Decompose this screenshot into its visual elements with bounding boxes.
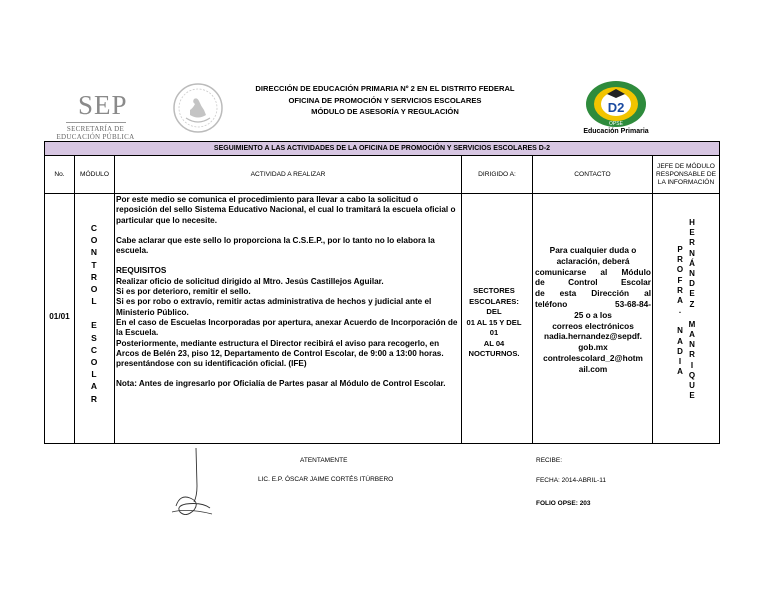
recibe-label: RECIBE: (536, 457, 563, 464)
activity-paragraph-1: Por este medio se comunica el procedimiento para llevar a cabo la solicitud o reposición del sello Sistema Educativo Nacional, el cual lo tramitará la escuela oficial o particular que lo necesite. (116, 195, 456, 225)
fecha-label: FECHA: 2014-ABRIL-11 (536, 477, 606, 484)
activity-note: Nota: Antes de ingresarlo por Oficialía de Partes pasar al Módulo de Control Escolar. (116, 379, 446, 389)
header-contacto: CONTACTO (574, 170, 611, 178)
d2-mark-text: D2 (607, 100, 625, 115)
module-letter: O (90, 357, 98, 368)
col-divider (652, 156, 653, 444)
atentamente-label: ATENTAMENTE (300, 457, 348, 464)
module-letter: S (91, 332, 97, 343)
module-name-vertical (86, 222, 102, 405)
requisito-item: Posteriormente, mediante estructura el Director recibirá el aviso para recogerlo, en Arcos de Belén 23, piso 12, Departamento de Control Escolar, de 9:00 a 13:00 horas. presentándose con su identificación oficial. (IFE) (116, 338, 444, 369)
requisito-item: En el caso de Escuelas Incorporadas por apertura, anexar Acuerdo de Incorporación de la Escuela. (116, 317, 458, 338)
header-title (240, 83, 530, 118)
d2-caption: Educación Primaria (583, 128, 649, 135)
email-control-escolar[interactable]: controlescolard_2@hotm (543, 352, 643, 363)
module-letter: E (91, 320, 97, 331)
module-letter: L (91, 296, 97, 307)
col-divider (532, 156, 533, 444)
header-modulo: MÓDULO (80, 170, 109, 178)
sep-logo-divider (66, 122, 126, 123)
module-letter: T (91, 259, 97, 270)
col-divider (74, 156, 75, 444)
header-dirigido: DIRIGIDO A: (478, 170, 516, 178)
sep-logo-line2: EDUCACIÓN PÚBLICA (56, 133, 135, 141)
requisito-item: Si es por deterioro, remitir el sello. (116, 287, 251, 297)
header-title-line1: DIRECCIÓN DE EDUCACIÓN PRIMARIA Nº 2 EN EL DISTRITO FEDERAL (255, 84, 515, 93)
dirigido-a: SECTORES ESCOLARES: DEL 01 AL 15 Y DEL 01 AL 04 NOCTURNOS. (466, 286, 522, 358)
national-seal-icon (172, 82, 224, 134)
module-letter: L (91, 369, 97, 380)
d2-logo (574, 80, 658, 138)
contact-info: Para cualquier duda o aclaración, deberá comunicarse al Módulo de Control Escolar de esta Dirección al teléfono 53-68-84- 25 o a los correos electrónicos nadia.hernandez@sepdf. gob.mx controlescolard_2@hotm ail.com (535, 245, 651, 374)
requisito-item: Si es por robo o extravío, remitir actas administrativa de hechos y judicial ante el Ministerio Público. (116, 297, 432, 317)
table-title: SEGUIMIENTO A LAS ACTIVIDADES DE LA OFICINA DE PROMOCIÓN Y SERVICIOS ESCOLARES D-2 (45, 142, 719, 156)
row-number: 01/01 (49, 312, 70, 321)
module-letter: C (90, 223, 98, 233)
header-title-line3: MÓDULO DE ASESORÍA Y REGULACIÓN (311, 107, 459, 116)
requisito-item: Realizar oficio de solicitud dirigido al Mtro. Jesús Castillejos Aguilar. (116, 276, 384, 286)
sep-logo (48, 86, 143, 141)
jefe-name-col1: P R O F R A . N A D I A (676, 245, 684, 377)
sep-logo-text: SEP (78, 90, 128, 120)
requisitos-title: REQUISITOS (116, 266, 167, 276)
module-letter: N (90, 247, 98, 258)
sep-logo-line1: SECRETARÍA DE (66, 125, 125, 133)
module-letter: O (90, 284, 98, 295)
activity-description (116, 195, 458, 390)
header-actividad: ACTIVIDAD A REALIZAR (250, 170, 326, 178)
activity-paragraph-2: Cabe aclarar que este sello lo proporciona la C.S.E.P., por lo tanto no lo elabora la escuela. (116, 235, 435, 256)
header-title-line2: OFICINA DE PROMOCIÓN Y SERVICIOS ESCOLARES (288, 95, 482, 105)
d2-emblem-icon (574, 80, 658, 130)
module-letter: C (90, 344, 98, 355)
header-row-divider (45, 193, 719, 194)
module-letter: O (90, 235, 98, 246)
signature-icon (166, 446, 226, 522)
jefe-name-col2: H E R N Á N D E Z M A N R I Q U E (688, 218, 696, 401)
activity-table (44, 141, 720, 444)
signer-name: LIC. E.P. ÓSCAR JAIME CORTÉS ITÚRBERO (258, 476, 394, 483)
d2-ring-text: OPSE (609, 121, 623, 127)
module-letter: A (90, 381, 98, 392)
col-divider (114, 156, 115, 444)
folio-label: FOLIO OPSE: 203 (536, 500, 591, 507)
header-no: No. (54, 170, 65, 178)
module-letter: R (90, 271, 98, 282)
email-nadia[interactable]: nadia.hernandez@sepdf. (544, 331, 642, 342)
header-jefe: JEFE DE MÓDULO RESPONSABLE DE LA INFORMACIÓN (655, 162, 717, 186)
module-letter: R (90, 393, 98, 404)
